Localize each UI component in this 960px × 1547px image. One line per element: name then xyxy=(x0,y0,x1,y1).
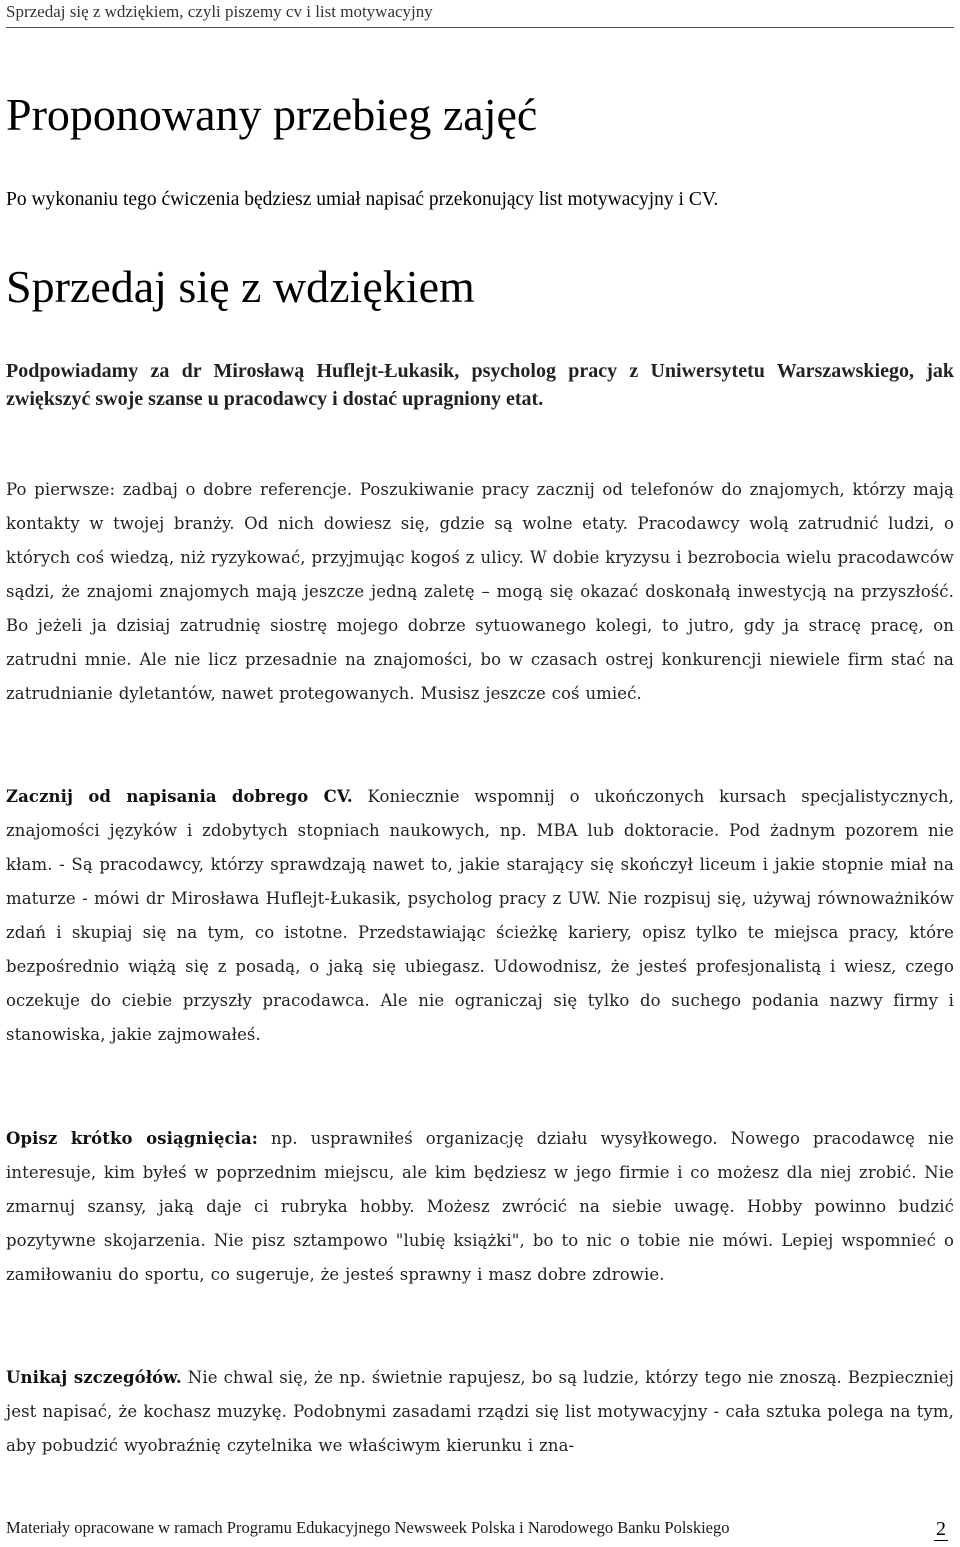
section-heading-article: Sprzedaj się z wdziękiem xyxy=(6,261,475,312)
paragraph-achievements xyxy=(6,1122,954,1292)
article-lead: Podpowiadamy za dr Mirosławą Huflejt-Łukasik, psycholog pracy z Uniwersytetu Warszawskiego, jak zwiększyć swoje szanse u pracodawcy i dostać upragniony etat. xyxy=(6,360,954,410)
paragraph-references xyxy=(6,473,954,711)
intro-paragraph: Po wykonaniu tego ćwiczenia będziesz umiał napisać przekonujący list motywacyjny i CV. xyxy=(6,189,719,210)
paragraph-lead-in: Zacznij od napisania dobrego CV. xyxy=(6,787,353,806)
paragraph-lead-in: Unikaj szczegółów. xyxy=(6,1368,182,1387)
paragraph-text: Koniecznie wspomnij o ukończonych kursach specjalistycznych, znajomości języków i zdobytych stopniach naukowych, np. MBA lub doktoracie. Pod żadnym pozorem nie kłam. - Są pracodawcy, którzy sprawdzają nawet to, jakie starający się skończył liceum i jakie stopnie miał na maturze - mówi dr Mirosława Huflejt-Łukasik, psycholog pracy z UW. Nie rozpisuj się, używaj równoważników zdań i skupiaj się na tym, co istotne. Przedstawiając ścieżkę kariery, opisz tylko te miejsca pracy, które bezpośrednio wiążą się z posadą, o jaką się ubiegasz. Udowodnisz, że jesteś profesjonalistą i wiesz, czego oczekuje do ciebie przyszły pracodawca. Ale nie ograniczaj się tylko do suchego podania nazwy firmy i stanowiska, jakie zajmowałeś. xyxy=(6,787,954,1044)
section-heading-lesson-plan: Proponowany przebieg zajęć xyxy=(6,89,538,140)
footer-credit: Materiały opracowane w ramach Programu Edukacyjnego Newsweek Polska i Narodowego Banku Polskiego xyxy=(6,1518,730,1537)
page-number: 2 xyxy=(936,1518,946,1540)
paragraph-lead-in: Opisz krótko osiągnięcia: xyxy=(6,1129,258,1148)
paragraph-text: Nie chwal się, że np. świetnie rapujesz, bo są ludzie, którzy tego nie znoszą. Bezpieczniej jest napisać, że kochasz muzykę. Podobnymi zasadami rządzi się list motywacyjny - cała sztuka polega na tym, aby pobudzić wyobraźnię czytelnika we właściwym kierunku i zna- xyxy=(6,1368,954,1455)
paragraph-details xyxy=(6,1361,954,1463)
running-header: Sprzedaj się z wdziękiem, czyli piszemy cv i list motywacyjny xyxy=(6,2,433,21)
paragraph-text: Po pierwsze: zadbaj o dobre referencje. Poszukiwanie pracy zacznij od telefonów do znajomych, którzy mają kontakty w twojej branży. Od nich dowiesz się, gdzie są wolne etaty. Pracodawcy wolą zatrudnić ludzi, o których coś wiedzą, niż ryzykować, przyjmując kogoś z ulicy. W dobie kryzysu i bezrobocia wielu pracodawców sądzi, że znajomi znajomych mają jeszcze jedną zaletę – mogą się okazać doskonałą inwestycją na przyszłość. Bo jeżeli ja dzisiaj zatrudnię siostrę mojego dobrze sytuowanego kolegi, to jutro, gdy ja stracę pracę, on zatrudni mnie. Ale nie licz przesadnie na znajomości, bo w czasach ostrej konkurencji niewiele firm stać na zatrudnianie dyletantów, nawet protegowanych. Musisz jeszcze coś umieć. xyxy=(6,480,954,703)
paragraph-cv xyxy=(6,780,954,1052)
header-rule xyxy=(6,27,954,28)
paragraph-text: np. usprawniłeś organizację działu wysyłkowego. Nowego pracodawcę nie interesuje, kim byłeś w poprzednim miejscu, ale kim będziesz w jego firmie i co możesz dla niej zrobić. Nie zmarnuj szansy, jaką daje ci rubryka hobby. Możesz zwrócić na siebie uwagę. Hobby powinno budzić pozytywne skojarzenia. Nie pisz sztampowo "lubię książki", bo to nic o tobie nie mówi. Lepiej wspomnieć o zamiłowaniu do sportu, co sugeruje, że jesteś sprawny i masz dobre zdrowie. xyxy=(6,1129,954,1284)
